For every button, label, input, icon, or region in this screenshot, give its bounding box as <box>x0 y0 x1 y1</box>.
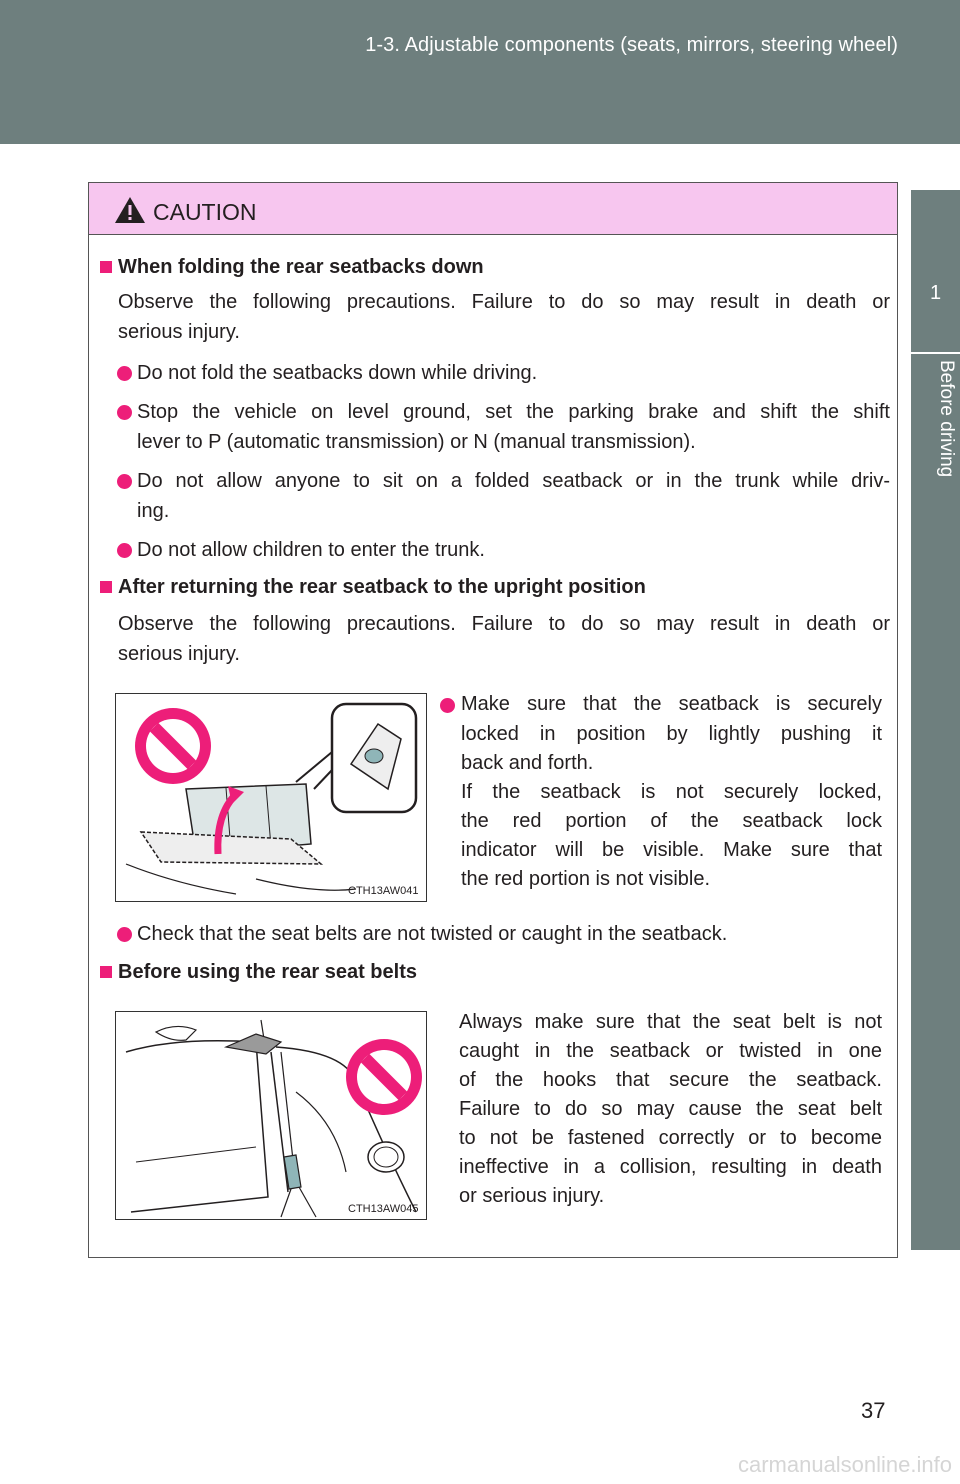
chapter-tab <box>911 190 960 1250</box>
page-header <box>0 0 960 144</box>
paragraph-line: of the hooks that secure the seatback. <box>459 1069 882 1091</box>
caution-header <box>89 183 897 235</box>
bullet-icon <box>117 366 132 381</box>
square-bullet-icon <box>100 261 112 273</box>
seatback-drawing <box>116 694 426 901</box>
bullet-icon <box>117 927 132 942</box>
paragraph-line: serious injury. <box>118 643 240 665</box>
paragraph-line: Observe the following precautions. Failure to do so may result in death or <box>118 613 890 635</box>
warning-triangle-icon <box>114 196 146 224</box>
list-item: Do not allow anyone to sit on a folded seatback or in the trunk while driv- <box>137 470 890 492</box>
list-item-continuation: the red portion of the seatback lock <box>461 810 882 832</box>
bullet-icon <box>440 698 455 713</box>
list-item-continuation: lever to P (automatic transmission) or N (manual transmission). <box>137 431 696 453</box>
paragraph-line: Failure to do so may cause the seat belt <box>459 1098 882 1120</box>
section-heading: Before using the rear seat belts <box>118 961 417 983</box>
paragraph-line: ineffective in a collision, resulting in death <box>459 1156 882 1178</box>
list-item: Make sure that the seatback is securely <box>461 693 882 715</box>
paragraph-line: caught in the seatback or twisted in one <box>459 1040 882 1062</box>
square-bullet-icon <box>100 581 112 593</box>
seatback-illustration <box>115 693 427 902</box>
list-item: Do not allow children to enter the trunk. <box>137 539 485 561</box>
list-item-continuation: back and forth. <box>461 752 594 774</box>
paragraph-line: or serious injury. <box>459 1185 605 1207</box>
figure-code: CTH13AW041 <box>348 885 419 897</box>
paragraph-line: to not be fastened correctly or to become <box>459 1127 882 1149</box>
seatbelt-drawing <box>116 1012 426 1219</box>
section-heading: After returning the rear seatback to the upright position <box>118 576 646 598</box>
tab-divider <box>911 352 960 354</box>
section-heading: When folding the rear seatbacks down <box>118 256 484 278</box>
list-item: Stop the vehicle on level ground, set the parking brake and shift the shift <box>137 401 890 423</box>
caution-title: CAUTION <box>153 199 257 225</box>
bullet-icon <box>117 405 132 420</box>
prohibition-icon <box>135 708 211 784</box>
chapter-number: 1 <box>929 282 942 304</box>
list-item-continuation: indicator will be visible. Make sure that <box>461 839 882 861</box>
prohibition-icon <box>346 1039 422 1115</box>
list-item-continuation: If the seatback is not securely locked, <box>461 781 882 803</box>
bullet-icon <box>117 474 132 489</box>
paragraph-line: Always make sure that the seat belt is not <box>459 1011 882 1033</box>
section-title: 1-3. Adjustable components (seats, mirrors, steering wheel) <box>365 34 898 56</box>
list-item-continuation: ing. <box>137 500 170 522</box>
list-item-continuation: locked in position by lightly pushing it <box>461 723 882 745</box>
chapter-label: Before driving <box>936 360 957 478</box>
seatbelt-illustration <box>115 1011 427 1220</box>
figure-code: CTH13AW045 <box>348 1203 419 1215</box>
paragraph-line: serious injury. <box>118 321 240 343</box>
square-bullet-icon <box>100 966 112 978</box>
bullet-icon <box>117 543 132 558</box>
paragraph-line: Observe the following precautions. Failure to do so may result in death or <box>118 291 890 313</box>
list-item: Do not fold the seatbacks down while driving. <box>137 362 538 384</box>
watermark: carmanualsonline.info <box>737 1452 952 1477</box>
list-item: Check that the seat belts are not twisted or caught in the seatback. <box>137 923 728 945</box>
list-item-continuation: the red portion is not visible. <box>461 868 711 890</box>
page-number: 37 <box>861 1398 886 1423</box>
